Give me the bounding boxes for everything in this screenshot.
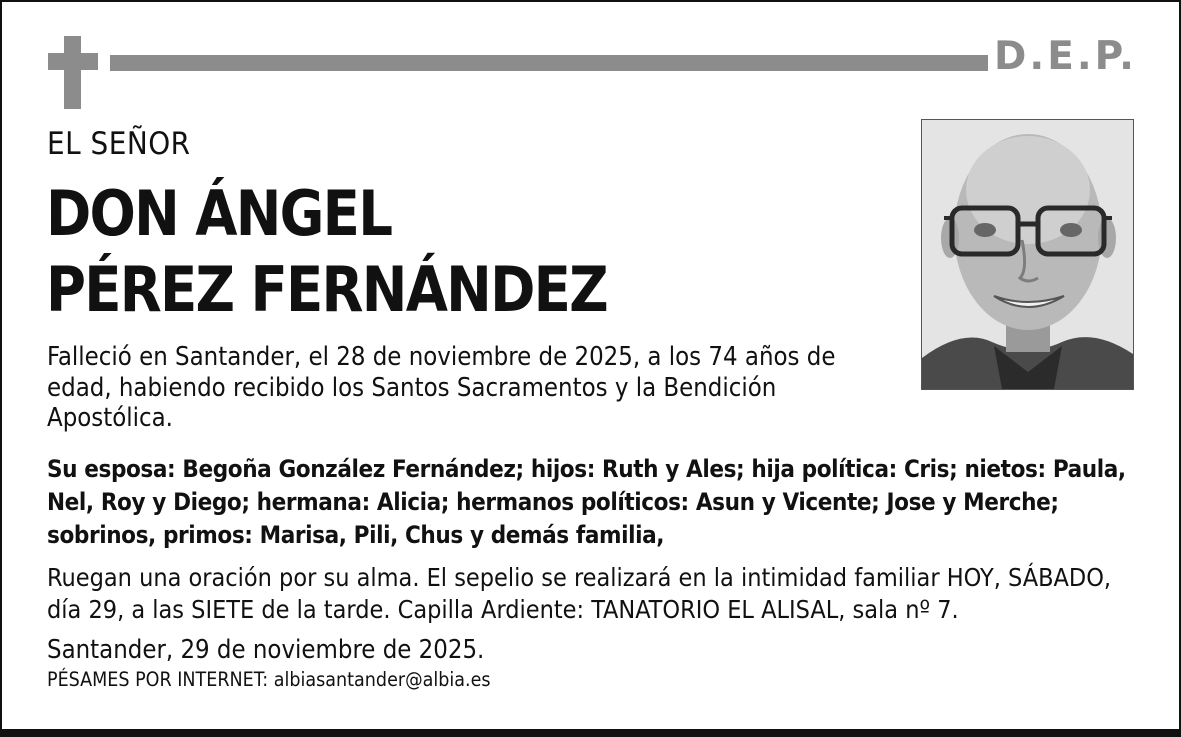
- condolences-label: PÉSAMES POR INTERNET:: [47, 668, 269, 691]
- name-line-1: DON ÁNGEL: [46, 177, 392, 250]
- deceased-title: EL SEÑOR: [47, 126, 191, 162]
- family-list-text: Su esposa: Begoña González Fernández; hijos: Ruth y Ales; hija política: Cris; nietos: Paula, Nel, Roy y Diego; hermana: Alicia; hermanos políticos: Asun y Vicente; Jose y Merche; sobrinos, primos: Marisa, Pili, Chus y demás familia,: [47, 455, 1126, 549]
- condolences-email: albiasantander@albia.es: [273, 668, 491, 691]
- cross-icon: [48, 36, 98, 109]
- header-rule: [110, 55, 988, 71]
- ceremony-text: Ruegan una oración por su alma. El sepelio se realizará en la intimidad familiar HOY, SÁBADO, día 29, a las SIETE de la tarde. Capilla Ardiente: TANATORIO EL ALISAL, sala nº 7.: [47, 563, 1112, 624]
- deceased-name: [46, 176, 607, 328]
- place-date-text: Santander, 29 de noviembre de 2025.: [47, 635, 485, 665]
- name-line-2: PÉREZ FERNÁNDEZ: [46, 253, 607, 326]
- dep-heading: D.E.P.: [994, 34, 1137, 79]
- portrait-photo: [921, 119, 1134, 390]
- condolences-line: [47, 668, 491, 692]
- death-notice-text: Falleció en Santander, el 28 de noviembre de 2025, a los 74 años de edad, habiendo recibido los Santos Sacramentos y la Bendición Apostólica.: [47, 342, 836, 433]
